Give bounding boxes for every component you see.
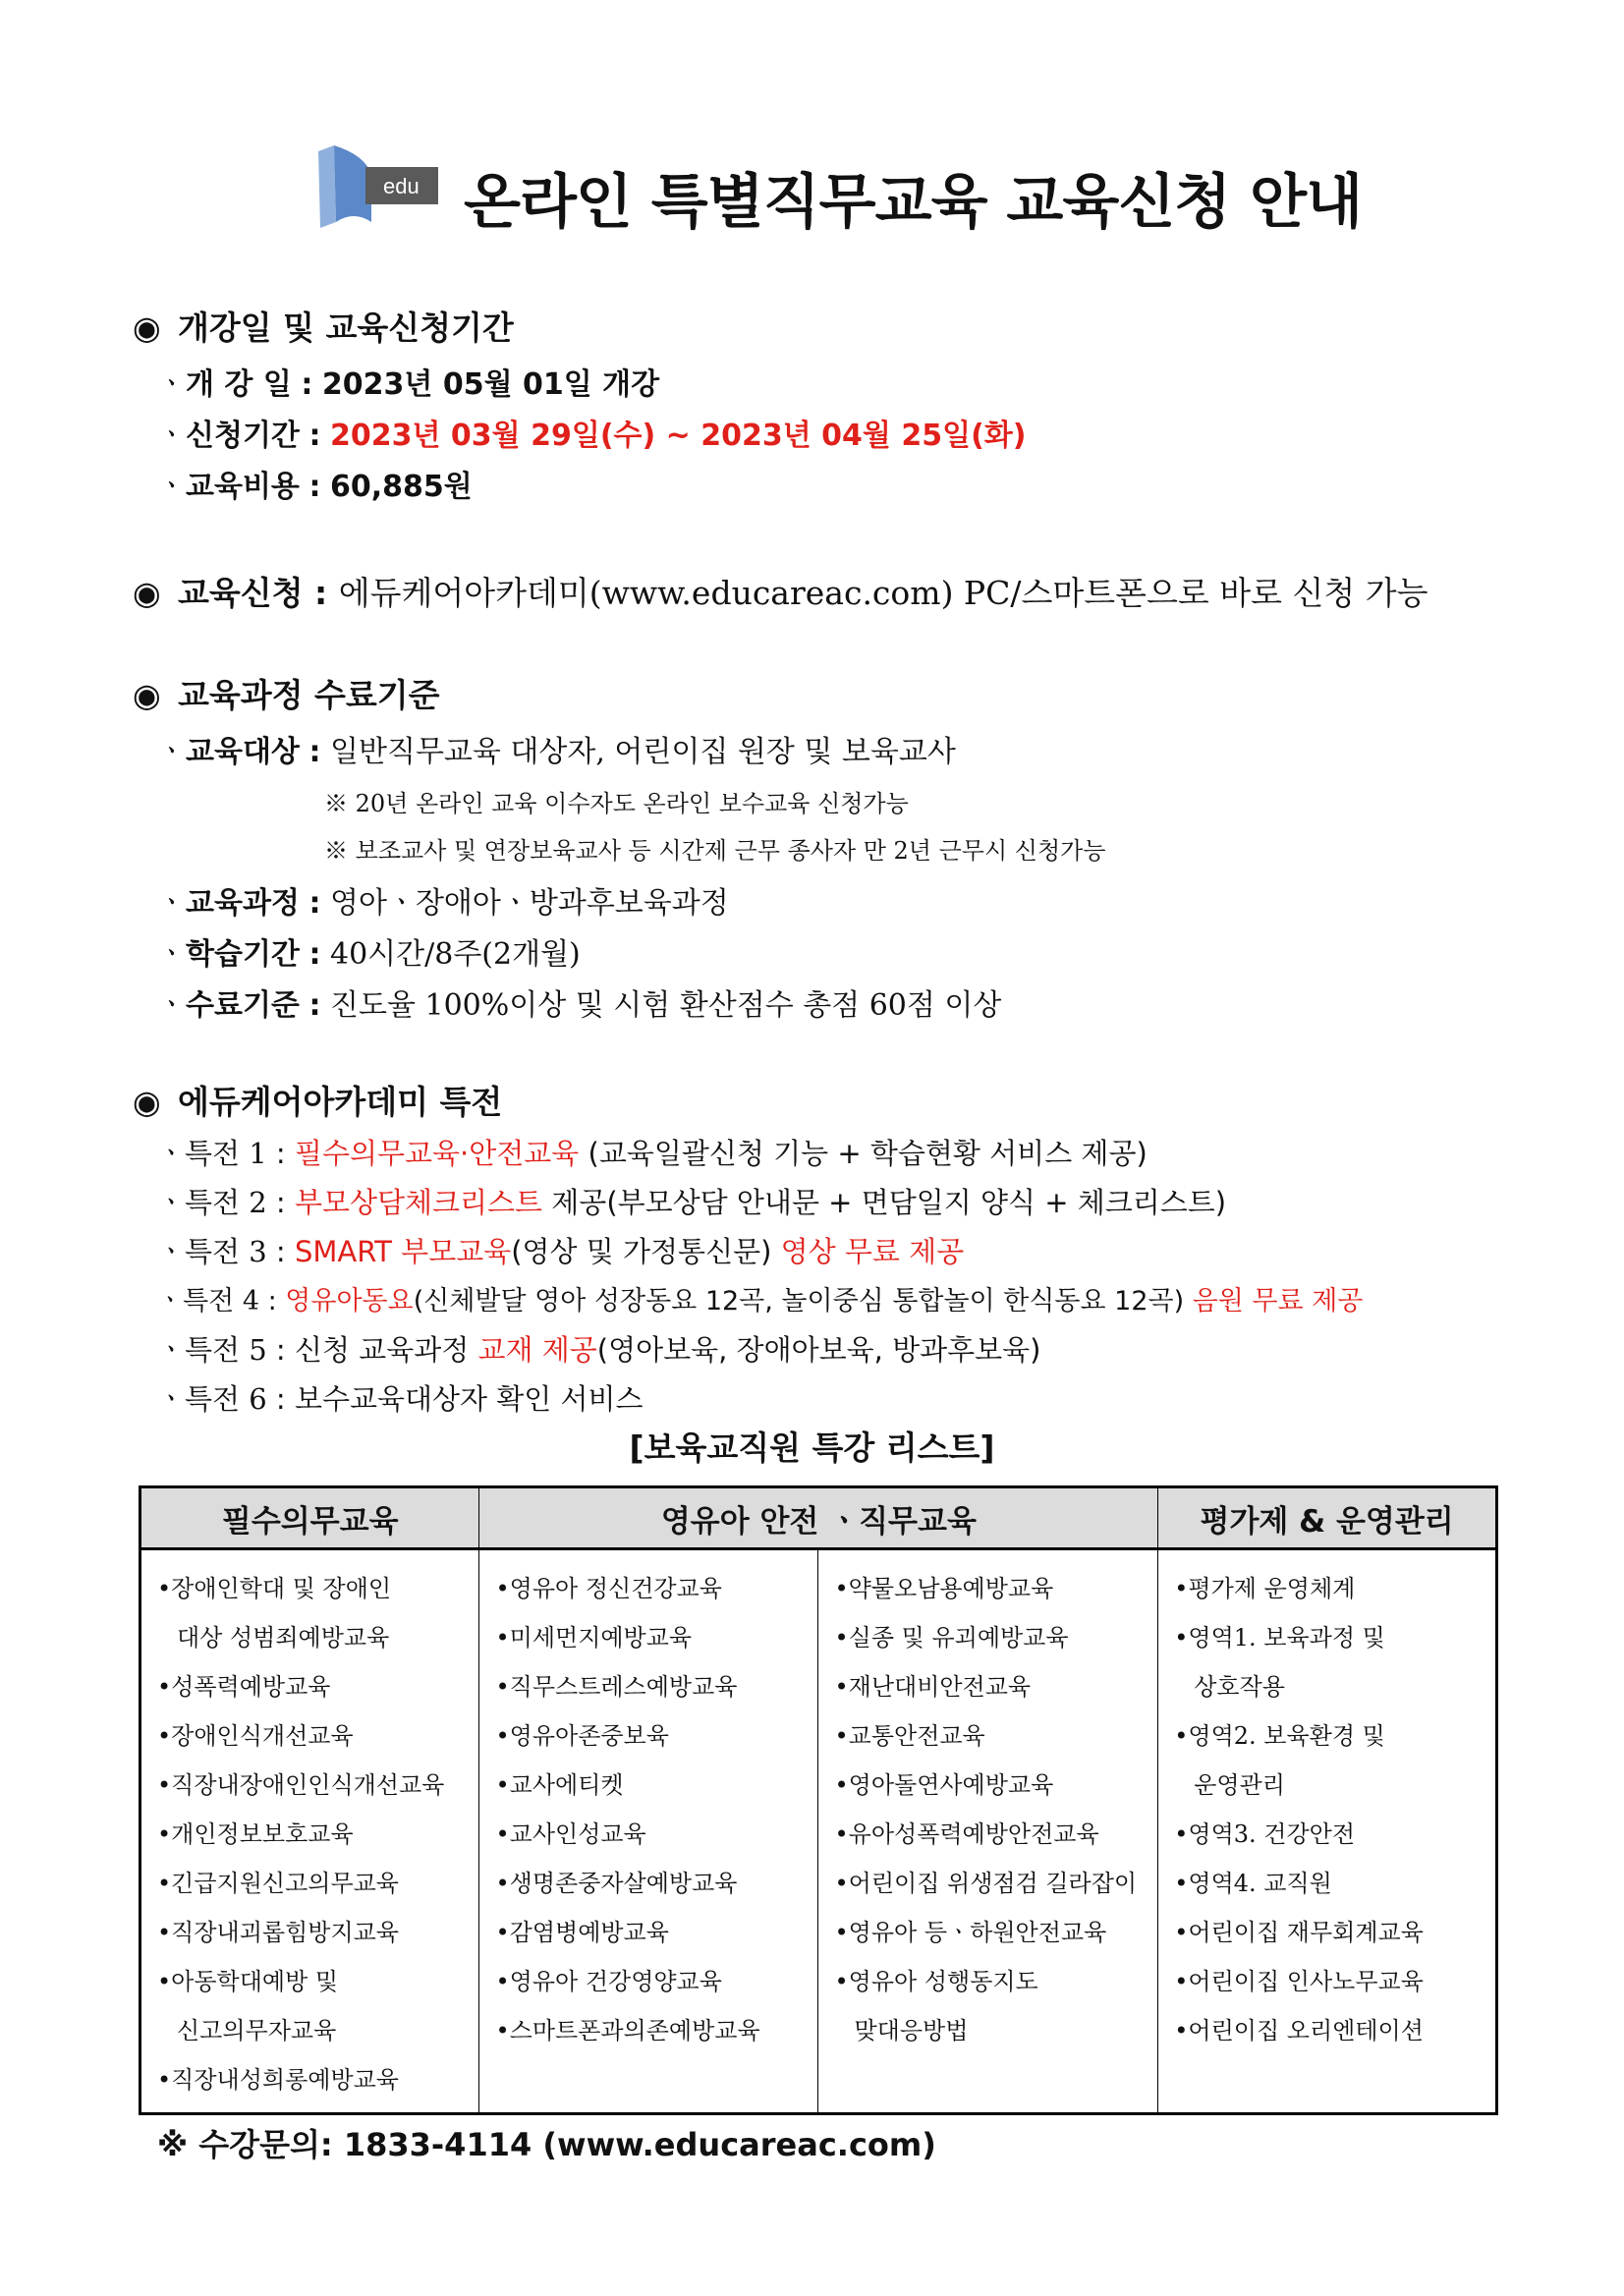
list-item: •유아성폭력예방안전교육 [834,1820,1099,1848]
note-2: ※ 보조교사 및 연장보육교사 등 시간제 근무 종사자 만 2년 근무시 신청가능 [324,837,1106,865]
col-mandatory [140,1549,479,2114]
contact-footer: ※ 수강문의: 1833-4114 (www.educareac.com) [157,2126,936,2163]
list-item: •장애인학대 및 장애인 [157,1575,392,1602]
list-item: •긴급지원신고의무교육 [157,1870,399,1897]
row-period: ㆍ학습기간 : 40시간/8주(2개월) [157,937,581,972]
list-item: •개인정보보호교육 [157,1820,354,1848]
list-item: •직장내괴롭힘방지교육 [157,1919,399,1946]
benefit-5: ㆍ특전 5 : 신청 교육과정 교재 제공(영아보육, 장애아보육, 방과후보육) [157,1333,1041,1367]
list-item: •스마트폰과의존예방교육 [495,2017,760,2044]
list-item: •생명존중자살예방교육 [495,1870,738,1897]
list-item: •장애인식개선교육 [157,1722,354,1750]
list-item: •영역4. 교직원 [1174,1870,1332,1897]
list-item: •교사에티켓 [495,1771,624,1799]
list-item: 상호작용 [1194,1673,1285,1701]
list-item: 신고의무자교육 [177,2017,337,2044]
header-safety: 영유아 안전 ㆍ직무교육 [479,1487,1158,1549]
page-title: 온라인 특별직무교육 교육신청 안내 [464,168,1363,237]
list-item: 대상 성범죄예방교육 [177,1624,390,1652]
list-item: •영역1. 보육과정 및 [1174,1624,1385,1652]
list-item: •교통안전교육 [834,1722,985,1750]
row-fee: ㆍ교육비용 : 60,885원 [157,470,473,504]
benefit-1: ㆍ특전 1 : 필수의무교육·안전교육 (교육일괄신청 기능 + 학습현황 서비스 제공) [157,1137,1148,1170]
list-item: •재난대비안전교육 [834,1673,1032,1701]
list-item: •실종 및 유괴예방교육 [834,1624,1069,1652]
row-course: ㆍ교육과정 : 영아ㆍ장애아ㆍ방과후보육과정 [157,886,729,921]
list-item: •영유아 건강영양교육 [495,1968,722,1995]
header-evaluation: 평가제 & 운영관리 [1158,1487,1497,1549]
col-safety-1 [479,1549,818,2114]
list-title: [보육교직원 특강 리스트] [629,1428,995,1467]
list-item: •영유아 등ㆍ하원안전교육 [834,1919,1107,1946]
benefit-4: ㆍ특전 4 : 영유아동요(신체발달 영아 성장동요 12곡, 놀이중심 통합놀이 한식동요 12곡) 음원 무료 제공 [157,1286,1364,1316]
list-item: •평가제 운영체계 [1174,1575,1356,1602]
list-item: •어린이집 위생점검 길라잡이 [834,1870,1138,1897]
list-item: •어린이집 인사노무교육 [1174,1968,1424,1995]
list-item: •영유아 성행동지도 [834,1968,1038,1995]
svg-text:edu: edu [383,174,420,198]
list-item: •영역3. 건강안전 [1174,1820,1356,1848]
lecture-list-table [139,1485,1498,2115]
header-mandatory: 필수의무교육 [140,1487,479,1549]
row-criteria: ㆍ수료기준 : 진도율 100%이상 및 시험 환산점수 총점 60점 이상 [157,988,1002,1023]
list-item: •어린이집 오리엔테이션 [1174,2017,1424,2044]
row-open-date: ㆍ개 강 일 : 2023년 05월 01일 개강 [157,367,660,402]
list-item: •어린이집 재무회계교육 [1174,1919,1424,1946]
benefit-3: ㆍ특전 3 : SMART 부모교육(영상 및 가정통신문) 영상 무료 제공 [157,1235,965,1268]
list-item: •아동학대예방 및 [157,1968,339,1995]
benefit-6: ㆍ특전 6 : 보수교육대상자 확인 서비스 [157,1382,644,1416]
list-item: •영아돌연사예방교육 [834,1771,1054,1799]
section-apply: ◉ 교육신청 : 에듀케어아카데미(www.educareac.com) PC/스마트폰으로 바로 신청 가능 [133,574,1428,612]
list-item: •직장내성희롱예방교육 [157,2066,399,2094]
list-item: •교사인성교육 [495,1820,646,1848]
col-safety-2 [818,1549,1158,2114]
list-item: •성폭력예방교육 [157,1673,331,1701]
list-item: •영유아 정신건강교육 [495,1575,722,1602]
list-item: 맞대응방법 [854,2017,969,2044]
list-item: •영유아존중보육 [495,1722,669,1750]
list-item: •감염병예방교육 [495,1919,669,1946]
edu-logo [314,145,440,230]
section-course-heading: ◉ 교육과정 수료기준 [133,676,440,714]
list-item: 운영관리 [1194,1771,1285,1799]
col-evaluation [1158,1549,1497,2114]
note-1: ※ 20년 온라인 교육 이수자도 온라인 보수교육 신청가능 [324,790,909,817]
section-benefits-heading: ◉ 에듀케어아카데미 특전 [133,1083,503,1121]
list-item: •직무스트레스예방교육 [495,1673,738,1701]
section-schedule-heading: ◉ 개강일 및 교육신청기간 [133,308,514,347]
list-item: •약물오남용예방교육 [834,1575,1054,1602]
list-item: •영역2. 보육환경 및 [1174,1722,1385,1750]
row-target: ㆍ교육대상 : 일반직무교육 대상자, 어린이집 원장 및 보육교사 [157,735,956,769]
apply-info: 에듀케어아카데미(www.educareac.com) PC/스마트폰으로 바로 신청 가능 [338,574,1428,612]
benefit-2: ㆍ특전 2 : 부모상담체크리스트 제공(부모상담 안내문 + 면담일지 양식 + 체크리스트) [157,1186,1227,1219]
list-item: •미세먼지예방교육 [495,1624,693,1652]
row-apply-period: ㆍ신청기간 : 2023년 03월 29일(수) ~ 2023년 04월 25일(화) [157,419,1027,453]
list-item: •직장내장애인인식개선교육 [157,1771,445,1799]
